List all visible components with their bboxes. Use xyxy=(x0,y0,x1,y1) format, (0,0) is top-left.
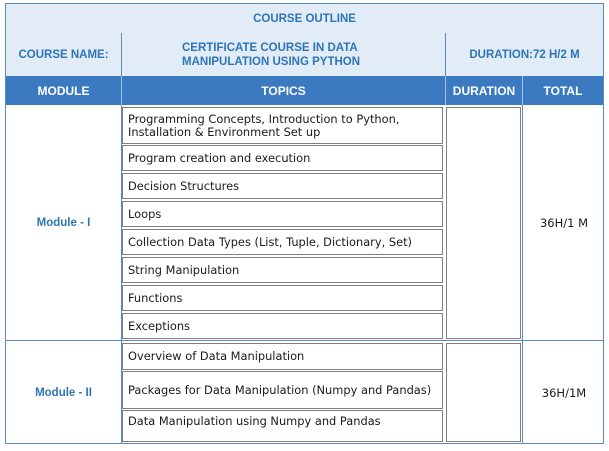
column-header-duration: DURATION xyxy=(452,83,516,98)
module-2-topic: Data Manipulation using Numpy and Pandas xyxy=(122,410,443,442)
course-name-value xyxy=(122,33,445,76)
module-1-name: Module - I xyxy=(36,216,91,229)
module-1-topic: Loops xyxy=(122,201,443,227)
module-1-topic: String Manipulation xyxy=(122,257,443,283)
column-header-topics: TOPICS xyxy=(261,83,306,98)
module-1-topic: Functions xyxy=(122,285,443,311)
course-duration: DURATION:72 H/2 M xyxy=(469,48,580,61)
divider xyxy=(121,33,122,76)
column-header-module: MODULE xyxy=(37,83,90,98)
module-2-duration-cell xyxy=(446,343,521,442)
module-1-topic: Collection Data Types (List, Tuple, Dictionary, Set) xyxy=(122,229,443,255)
module-1-topic: Exceptions xyxy=(122,313,443,339)
module-2-name: Module - II xyxy=(35,386,92,399)
module-2-total: 36H/1M xyxy=(541,385,587,400)
course-name-line-1: CERTIFICATE COURSE IN DATA xyxy=(182,41,358,54)
module-2-topic: Overview of Data Manipulation xyxy=(122,343,443,370)
divider xyxy=(522,76,523,105)
module-1-duration-cell xyxy=(446,107,521,339)
course-outline-table xyxy=(5,3,604,444)
divider xyxy=(445,76,446,105)
course-outline-title: COURSE OUTLINE xyxy=(253,12,356,25)
divider xyxy=(445,33,446,76)
column-header-total: TOTAL xyxy=(543,83,583,98)
divider xyxy=(121,76,122,105)
module-1-total: 36H/1 M xyxy=(539,215,589,230)
module-1-topic: Decision Structures xyxy=(122,173,443,199)
course-name-line-2: MANIPULATION USING PYTHON xyxy=(182,55,361,68)
course-name-label: COURSE NAME: xyxy=(18,48,109,61)
module-1-topic: Program creation and execution xyxy=(122,145,443,171)
module-1-topic: Programming Concepts, Introduction to Python, Installation & Environment Set up xyxy=(122,107,443,144)
module-2-topic: Packages for Data Manipulation (Numpy and Pandas) xyxy=(122,371,443,409)
